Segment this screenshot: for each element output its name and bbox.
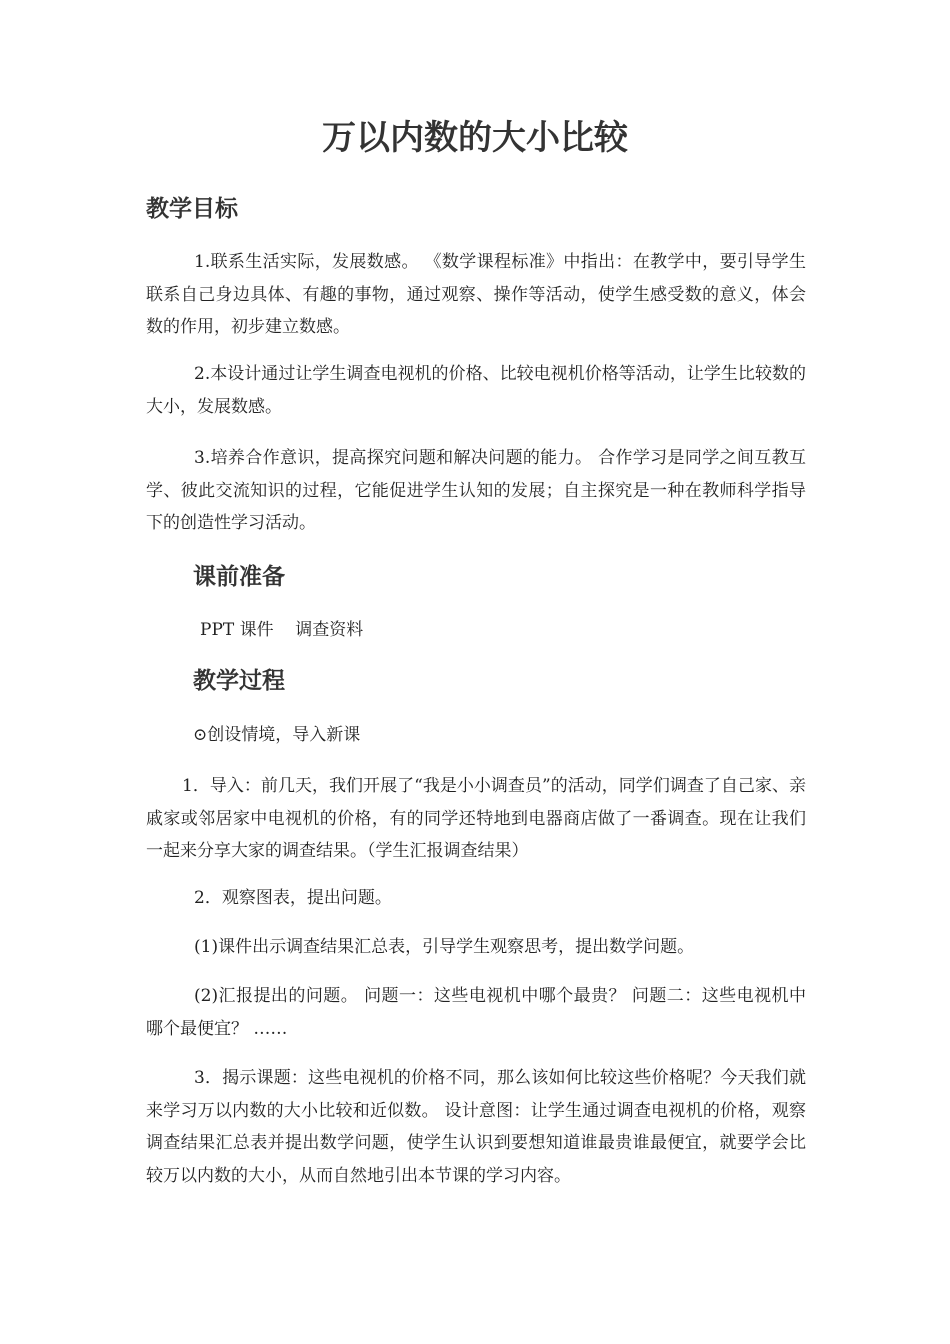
preparation-items: PPT 课件 调查资料 xyxy=(200,620,364,640)
heading-preparation: 课前准备 xyxy=(193,564,285,590)
heading-process: 教学过程 xyxy=(193,668,285,694)
process-paragraph-1: 1．导入：前几天，我们开展了“我是小小调查员”的活动，同学们调查了自己家、亲戚家或邻居家中电视机的价格，有的同学还特地到电器商店做了一番调查。现在让我们一起来分享大家的调查结果。（学生汇报调查结果） xyxy=(146,776,806,861)
process-paragraph-2: 2．观察图表，提出问题。 xyxy=(194,888,392,908)
heading-objectives: 教学目标 xyxy=(146,196,238,222)
objective-paragraph-3: 3.培养合作意识，提高探究问题和解决问题的能力。 合作学习是同学之间互教互学、彼此交流知识的过程，它能促进学生认知的发展；自主探究是一种在教师科学指导下的创造性学习活动。 xyxy=(146,448,806,533)
objective-paragraph-1: 1.联系生活实际，发展数感。 《数学课程标准》中指出：在教学中，要引导学生联系自己身边具体、有趣的事物，通过观察、操作等活动，使学生感受数的意义，体会数的作用，初步建立数感。 xyxy=(146,252,806,337)
process-paragraph-4: (2)汇报提出的问题。 问题一：这些电视机中哪个最贵？ 问题二：这些电视机中哪个最便宜？ …… xyxy=(146,986,806,1039)
process-paragraph-5: 3．揭示课题：这些电视机的价格不同，那么该如何比较这些价格呢？今天我们就来学习万以内数的大小比较和近似数。 设计意图：让学生通过调查电视机的价格，观察调查结果汇总表并提出数学问题，使学生认识到要想知道谁最贵谁最便宜，就要学会比较万以内数的大小，从而自然地引出本节课的学习内容。 xyxy=(146,1068,806,1186)
process-step-title: ⊙创设情境，导入新课 xyxy=(193,725,361,745)
objective-paragraph-2: 2.本设计通过让学生调查电视机的价格、比较电视机价格等活动，让学生比较数的大小，发展数感。 xyxy=(146,364,806,417)
process-paragraph-3: (1)课件出示调查结果汇总表，引导学生观察思考，提出数学问题。 xyxy=(194,937,695,957)
document-title: 万以内数的大小比较 xyxy=(322,118,628,158)
